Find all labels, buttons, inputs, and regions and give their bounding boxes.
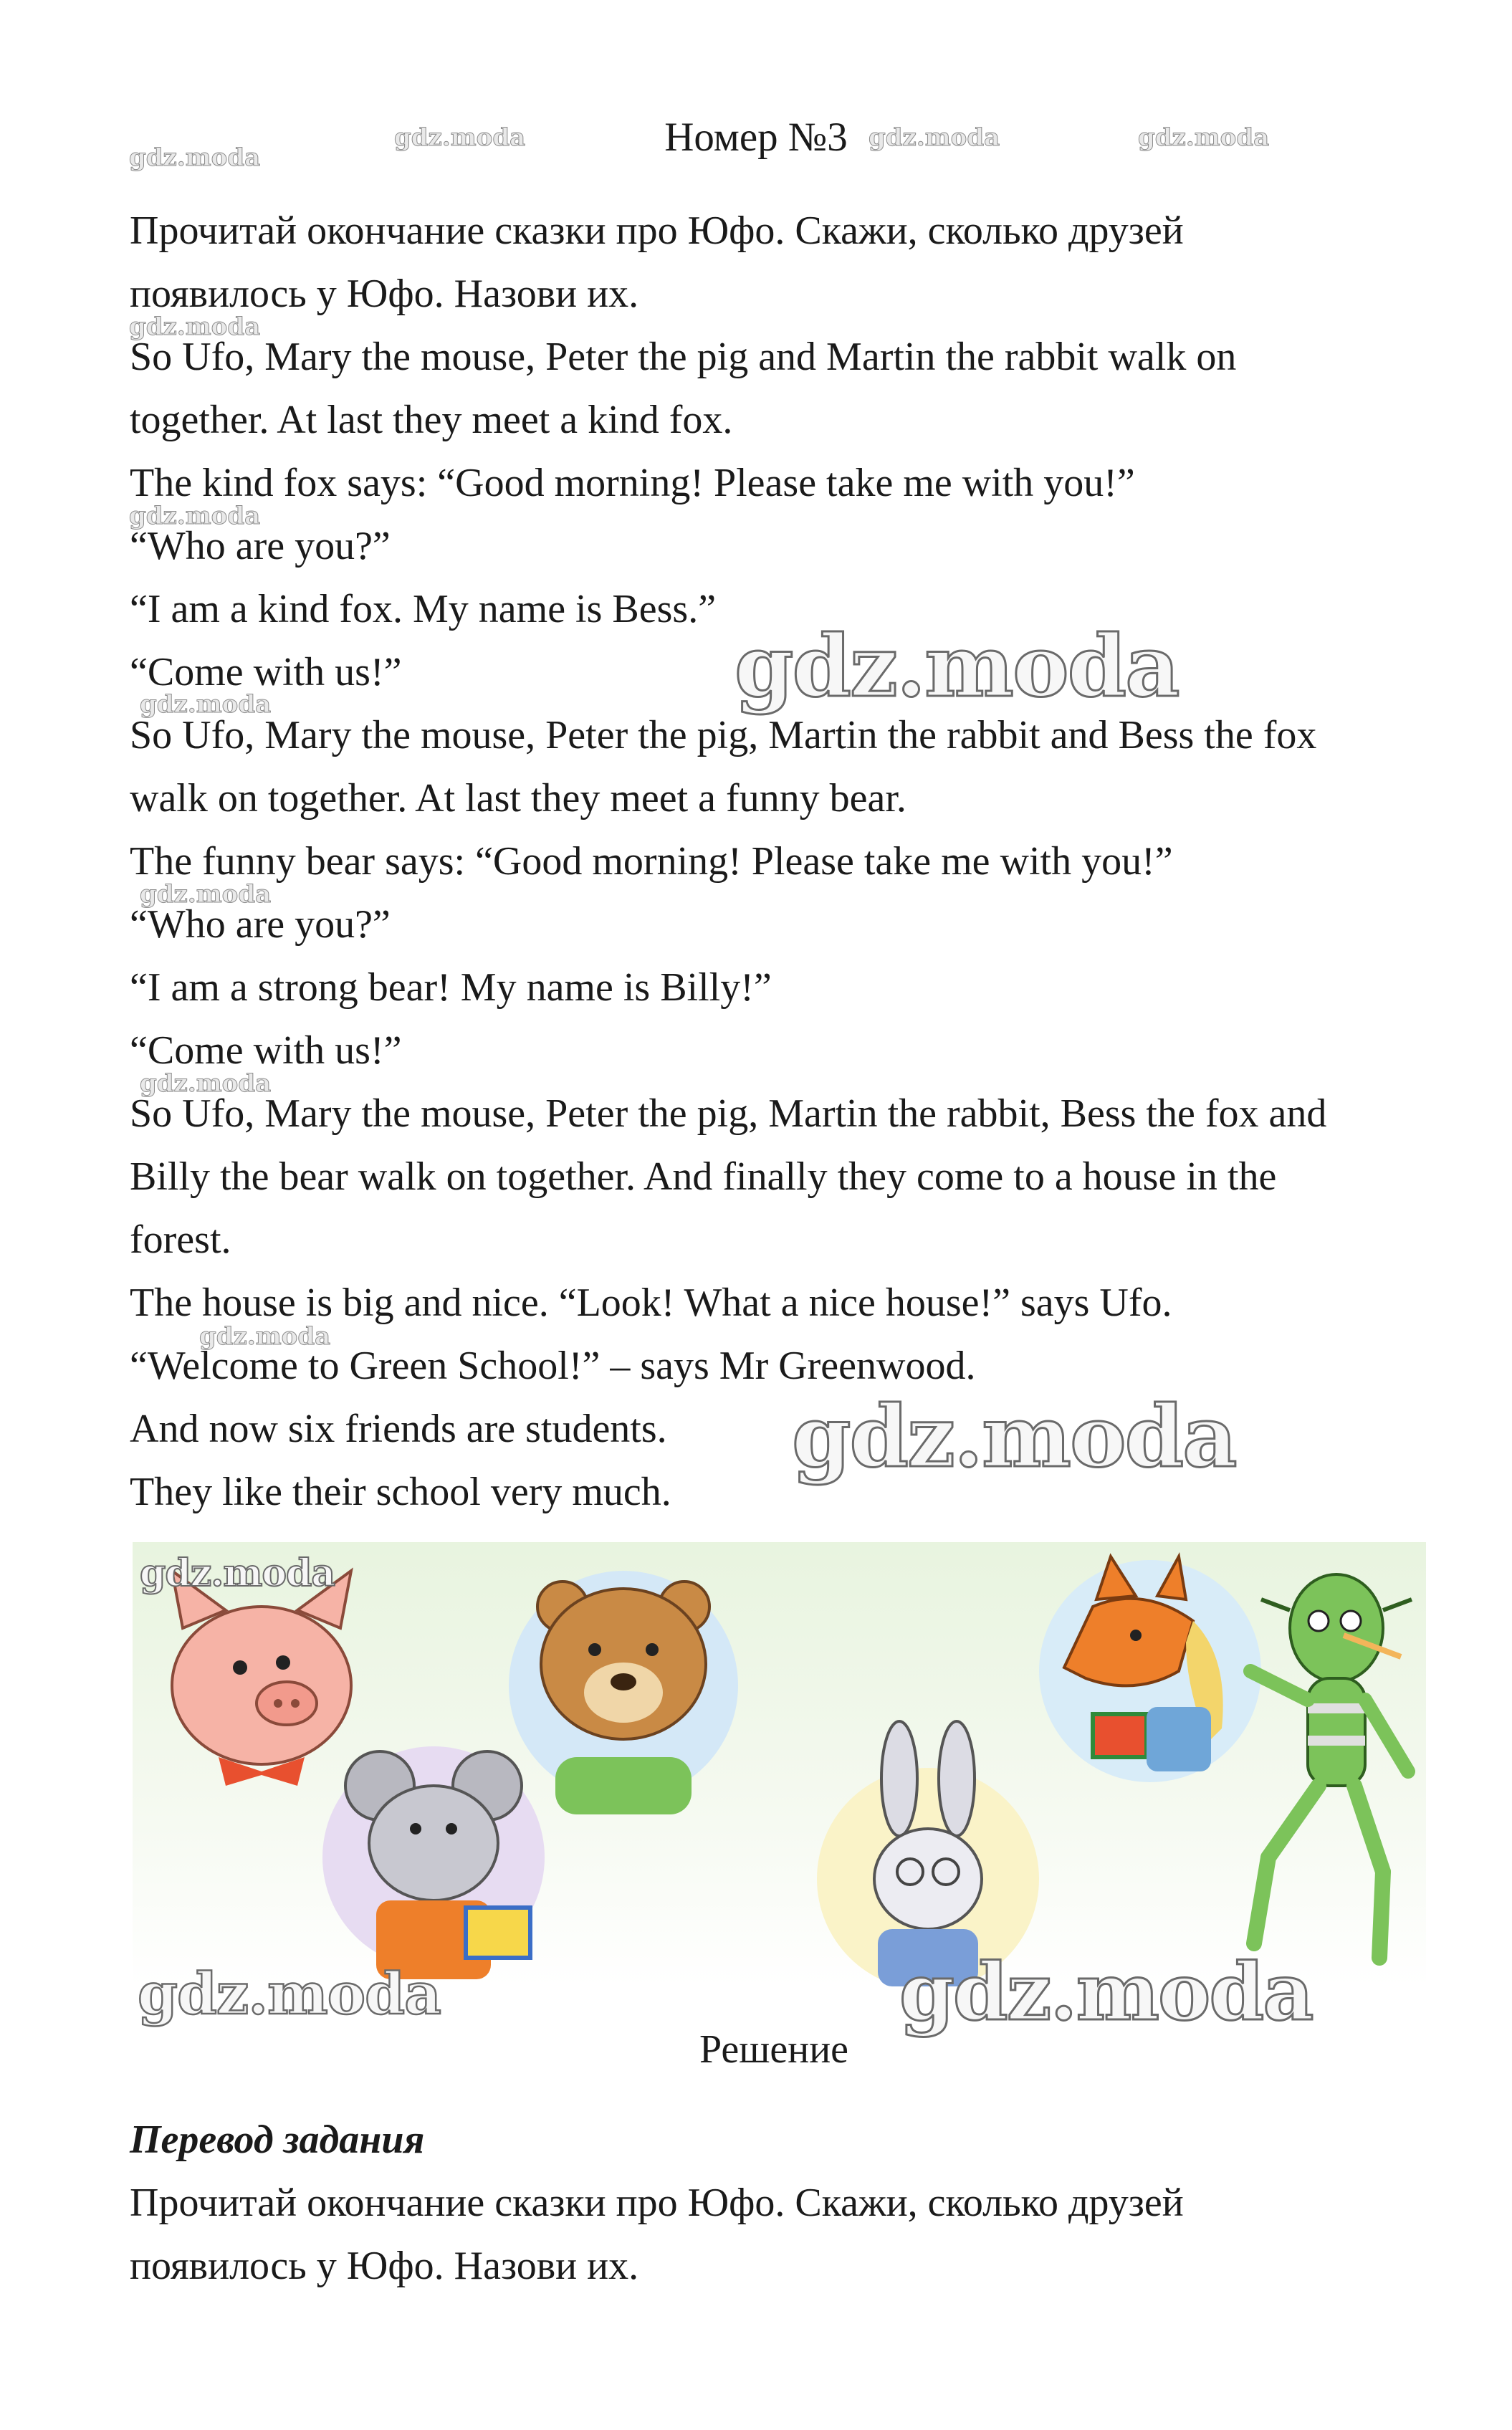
page-title: Номер №3 [664,115,848,160]
translation-heading: Перевод задания [130,2118,425,2162]
text-line: появилось у Юфо. Назови их. [130,272,639,316]
text-line: The funny bear says: “Good morning! Please take me with you!” [130,839,1173,884]
watermark: gdz.moda [199,1322,331,1351]
watermark: gdz.moda [140,690,272,719]
text-line: The house is big and nice. “Look! What a nice house!” says Ufo. [130,1281,1172,1325]
text-line: “I am a strong bear! My name is Billy!” [130,965,772,1010]
text-line: together. At last they meet a kind fox. [130,398,733,442]
solution-label: Решение [699,2027,849,2072]
watermark: gdz.moda [1138,123,1270,152]
bear-illustration [509,1571,738,1814]
text-line: They like their school very much. [130,1470,671,1514]
watermark: gdz.moda [735,616,1179,716]
watermark: gdz.moda [792,1387,1236,1486]
text-line: Прочитай окончание сказки про Юфо. Скажи, сколько друзей [130,209,1184,253]
text-line: “I am a kind fox. My name is Bess.” [130,587,717,631]
watermark: gdz.moda [129,502,261,530]
watermark: gdz.moda [138,1960,441,2027]
watermark: gdz.moda [140,880,272,909]
watermark: gdz.moda [129,312,261,341]
text-line: “Welcome to Green School!” – says Mr Greenwood. [130,1344,976,1388]
pig-illustration [172,1571,351,1786]
text-line: “Come with us!” [130,650,402,694]
text-line: So Ufo, Mary the mouse, Peter the pig and Martin the rabbit walk on [130,335,1237,379]
text-line: Billy the bear walk on together. And finally they come to a house in the [130,1154,1277,1199]
text-line: Прочитай окончание сказки про Юфо. Скажи, сколько друзей [130,2181,1184,2225]
mouse-illustration [322,1746,545,1979]
text-line: forest. [130,1218,231,1262]
text-line: “Who are you?” [130,902,391,947]
text-line: And now six friends are students. [130,1407,667,1451]
text-line: So Ufo, Mary the mouse, Peter the pig, Martin the rabbit, Bess the fox and [130,1091,1327,1136]
text-line: The kind fox says: “Good morning! Please take me with you!” [130,461,1135,505]
watermark: gdz.moda [140,1551,335,1595]
watermark: gdz.moda [129,143,261,172]
text-line: появилось у Юфо. Назови их. [130,2244,639,2288]
watermark: gdz.moda [869,123,1000,152]
text-line: “Come with us!” [130,1028,402,1073]
text-line: walk on together. At last they meet a funny bear. [130,776,906,821]
fox-illustration [1039,1556,1261,1782]
characters-illustration [133,1542,1426,1986]
watermark: gdz.moda [394,123,526,152]
text-line: “Who are you?” [130,524,391,568]
text-line: So Ufo, Mary the mouse, Peter the pig, Martin the rabbit and Bess the fox [130,713,1317,757]
watermark: gdz.moda [140,1069,272,1098]
ufo-illustration [1250,1574,1412,1958]
watermark: gdz.moda [899,1946,1313,2038]
